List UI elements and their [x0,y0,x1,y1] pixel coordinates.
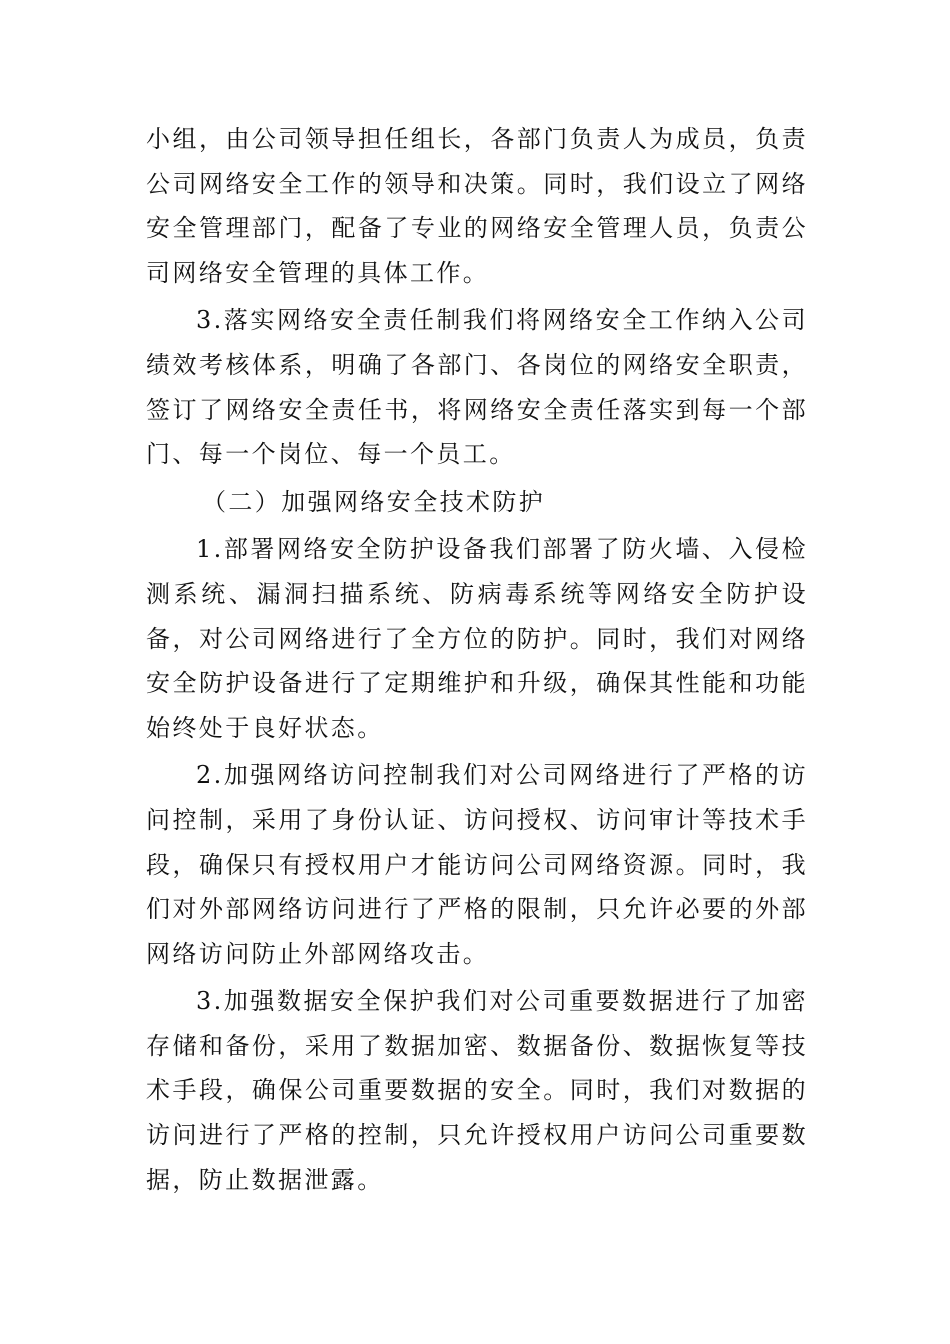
paragraph-devices: 1.部署网络安全防护设备我们部署了防火墙、入侵检测系统、漏洞扫描系统、防病毒系统等网络安全防护设备，对公司网络进行了全方位的防护。同时，我们对网络安全防护设备进行了定期维护和升级，确保其性能和功能始终处于良好状态。 [146,535,808,742]
paragraph-responsibility: 3.落实网络安全责任制我们将网络安全工作纳入公司绩效考核体系，明确了各部门、各岗位的网络安全职责，签订了网络安全责任书，将网络安全责任落实到每一个部门、每一个岗位、每一个员工。 [146,306,808,469]
paragraph-org-continuation: 小组，由公司领导担任组长，各部门负责人为成员，负责公司网络安全工作的领导和决策。同时，我们设立了网络安全管理部门，配备了专业的网络安全管理人员，负责公司网络安全管理的具体工作。 [146,125,808,287]
section-heading: （二）加强网络安全技术防护 [202,487,546,516]
paragraph-access: 2.加强网络访问控制我们对公司网络进行了严格的访问控制，采用了身份认证、访问授权、访问审计等技术手段，确保只有授权用户才能访问公司网络资源。同时，我们对外部网络访问进行了严格的限制，只允许必要的外部网络访问防止外部网络攻击。 [146,761,808,968]
paragraph-data: 3.加强数据安全保护我们对公司重要数据进行了加密存储和备份，采用了数据加密、数据备份、数据恢复等技术手段，确保公司重要数据的安全。同时，我们对数据的访问进行了严格的控制，只允许授权用户访问公司重要数据，防止数据泄露。 [146,987,808,1194]
document-body [146,117,808,1202]
